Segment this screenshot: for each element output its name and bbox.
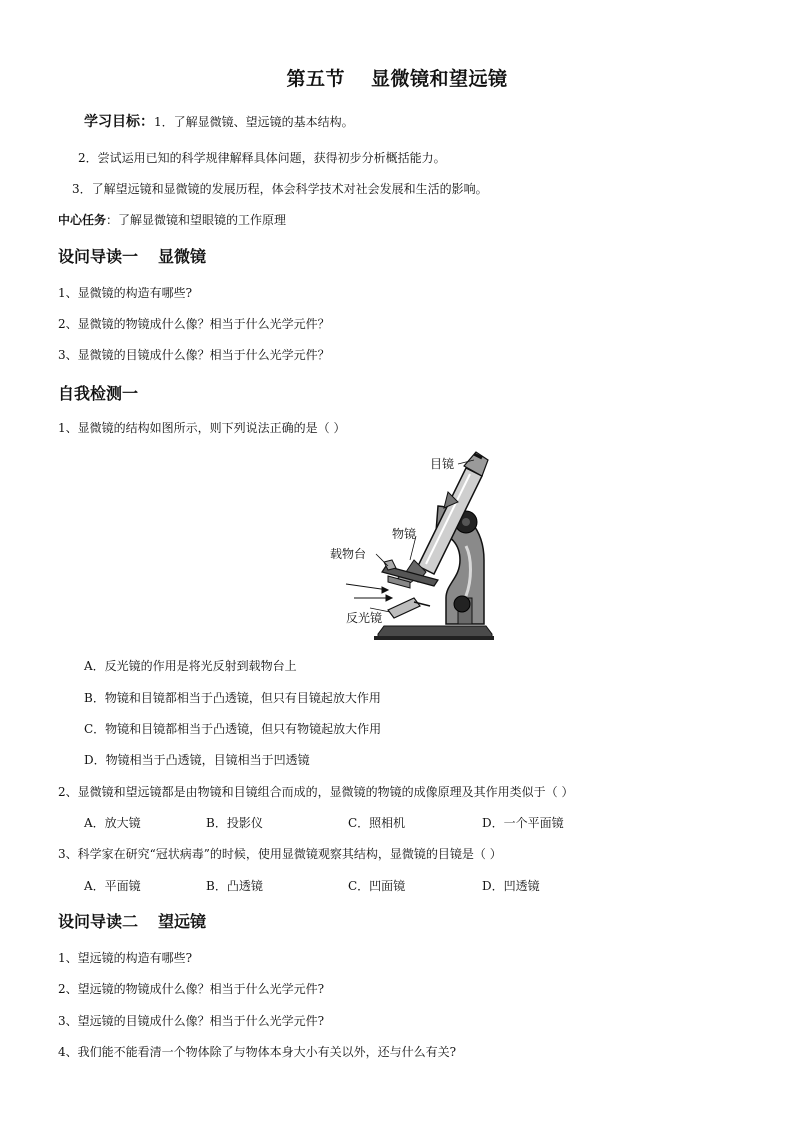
q2-option-a: A．放大镜 bbox=[84, 816, 141, 830]
guide1-question-3: 3、显微镜的目镜成什么像？相当于什么光学元件？ bbox=[58, 348, 330, 362]
guide2-question-1: 1、望远镜的构造有哪些? bbox=[58, 951, 193, 965]
section-name: 显微镜和望远镜 bbox=[371, 68, 508, 90]
section-number: 第五节 bbox=[286, 68, 345, 90]
q3-option-b: B．凸透镜 bbox=[206, 879, 263, 893]
microscope-figure bbox=[326, 448, 502, 644]
selftest-heading: 自我检测一 bbox=[58, 384, 139, 403]
fine-focus-knob bbox=[454, 596, 470, 612]
light-arrows bbox=[346, 584, 392, 601]
guide1-question-1: 1、显微镜的构造有哪些? bbox=[58, 286, 193, 300]
label-eyepiece: 目镜 bbox=[430, 457, 455, 471]
label-mirror: 反光镜 bbox=[346, 611, 383, 625]
q3-option-c: C．凹面镜 bbox=[348, 879, 406, 893]
guide2-label: 设问导读二 bbox=[58, 912, 139, 931]
central-task-lead: 中心任务 bbox=[58, 213, 107, 227]
q2-option-b: B．投影仪 bbox=[206, 816, 263, 830]
selftest-q1-stem: 1、显微镜的结构如图所示，则下列说法正确的是（ ） bbox=[58, 421, 346, 435]
selftest-q2-stem: 2、显微镜和望远镜都是由物镜和目镜组合而成的，显微镜的物镜的成像原理及其作用类似于（ ） bbox=[58, 785, 574, 799]
objectives-line-1 bbox=[84, 111, 354, 131]
guide2-question-3: 3、望远镜的目镜成什么像？相当于什么光学元件? bbox=[58, 1014, 325, 1028]
guide1-heading bbox=[58, 244, 206, 267]
guide2-topic: 望远镜 bbox=[158, 912, 207, 931]
guide2-question-2: 2、望远镜的物镜成什么像？相当于什么光学元件? bbox=[58, 982, 325, 996]
reflector-mirror bbox=[388, 598, 430, 618]
guide1-label: 设问导读一 bbox=[58, 247, 139, 266]
objective-1: 1．了解显微镜、望远镜的基本结构。 bbox=[154, 115, 354, 129]
microscope-base bbox=[374, 626, 494, 640]
q3-option-a: A．平面镜 bbox=[84, 879, 141, 893]
guide1-topic: 显微镜 bbox=[158, 247, 207, 266]
q2-option-d: D．一个平面镜 bbox=[482, 816, 564, 830]
q1-option-b: B．物镜和目镜都相当于凸透镜，但只有目镜起放大作用 bbox=[84, 691, 381, 705]
q2-option-c: C．照相机 bbox=[348, 816, 406, 830]
central-task bbox=[58, 211, 286, 228]
guide1-question-2: 2、显微镜的物镜成什么像？相当于什么光学元件？ bbox=[58, 317, 330, 331]
label-stage: 载物台 bbox=[330, 547, 367, 561]
q1-option-d: D．物镜相当于凸透镜，目镜相当于凹透镜 bbox=[84, 753, 310, 767]
q1-option-c: C．物镜和目镜都相当于凸透镜，但只有物镜起放大作用 bbox=[84, 722, 382, 736]
q1-option-a: A．反光镜的作用是将光反射到载物台上 bbox=[84, 659, 297, 673]
objective-3: 3．了解望远镜和显微镜的发展历程，体会科学技术对社会发展和生活的影响。 bbox=[72, 182, 488, 196]
page-title bbox=[0, 64, 794, 91]
label-objective: 物镜 bbox=[392, 527, 417, 541]
guide2-heading bbox=[58, 909, 206, 932]
guide2-question-4: 4、我们能不能看清一个物体除了与物体本身大小有关以外，还与什么有关? bbox=[58, 1045, 457, 1059]
q3-option-d: D．凹透镜 bbox=[482, 879, 540, 893]
selftest-q3-stem: 3、科学家在研究“冠状病毒”的时候，使用显微镜观察其结构，显微镜的目镜是（ ） bbox=[58, 847, 502, 861]
objectives-lead: 学习目标： bbox=[84, 114, 154, 130]
central-task-text: ：了解显微镜和望眼镜的工作原理 bbox=[106, 213, 287, 227]
objective-2: 2．尝试运用已知的科学规律解释具体问题，获得初步分析概括能力。 bbox=[78, 151, 446, 165]
